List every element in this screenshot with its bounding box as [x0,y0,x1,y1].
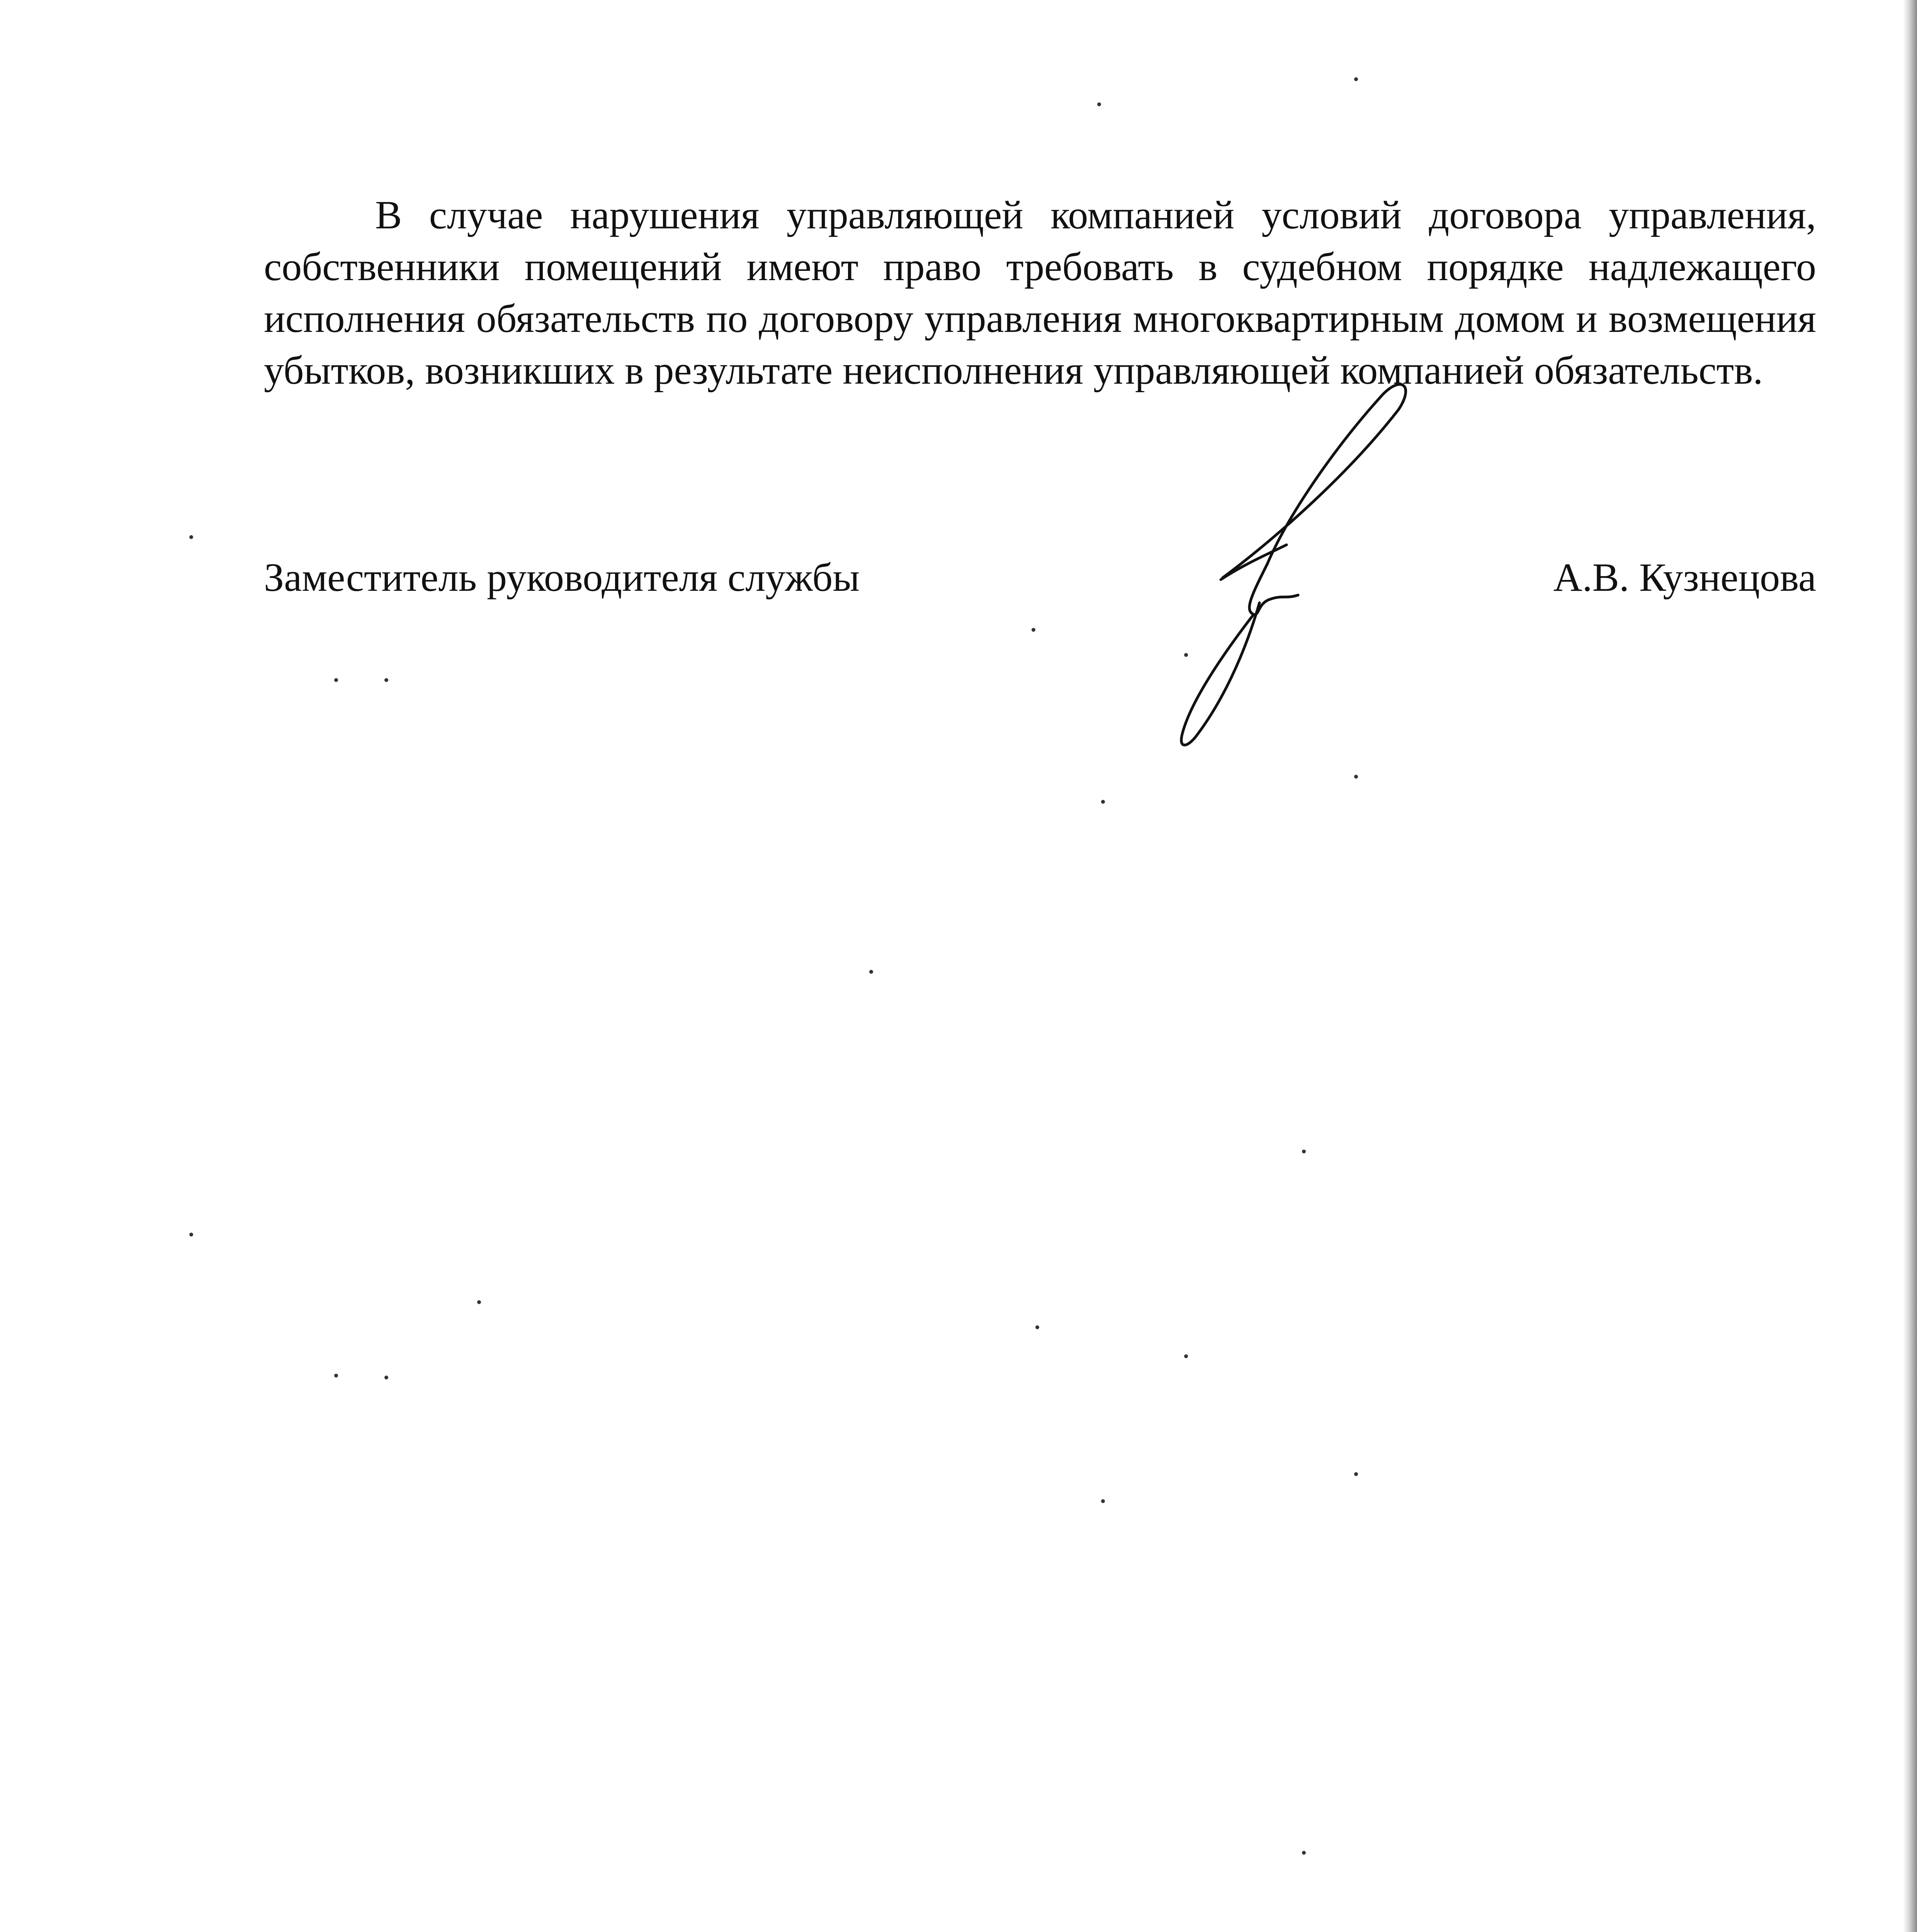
signatory-name: А.В. Кузнецова [1553,555,1816,600]
scan-edge-shadow [1903,0,1917,1932]
handwritten-signature [1105,363,1453,757]
main-paragraph: В случае нарушения управляющей компанией условий договора управления, собственники помещений имеют право требовать в судебном порядке надлежащего исполнения обязательств по договору управления многоквартирным домом и возмещения убытков, возникших в результате неисполнения управляющей компанией обязательств. [264,193,1816,393]
signature-block [264,552,1816,604]
signatory-position: Заместитель руководителя службы [264,555,860,600]
